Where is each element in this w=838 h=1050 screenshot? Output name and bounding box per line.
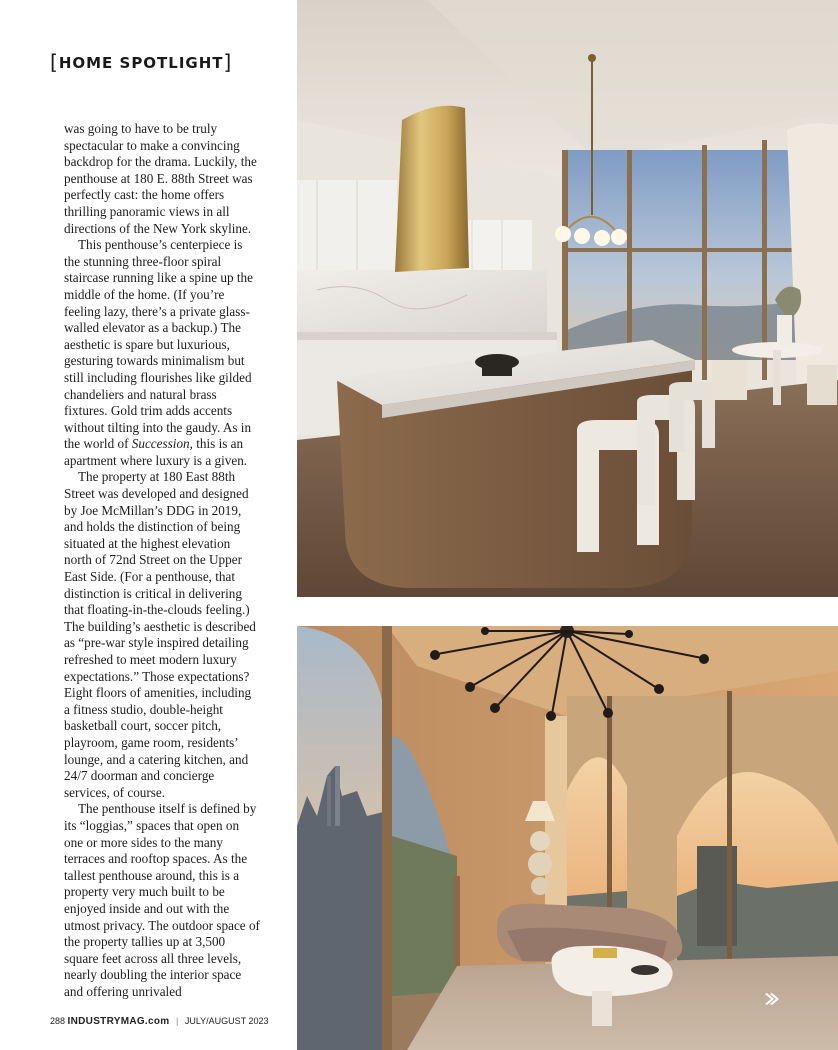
section-title: HOME SPOTLIGHT: [58, 54, 224, 72]
paragraph-2-text-a: This penthouse’s centerpiece is the stunning three-floor spiral staircase running like a spine up the middle of the home. (If you’re feeling lazy, there’s a private glass-walled elevator as a backup.) The aesthetic is spare but luxurious, gesturing towards minimalism but still including flourishes like gilded chandeliers and natural brass fixtures. Gold trim adds accents without tilting into the gaudy. As in the world of: [64, 237, 253, 452]
living-room-photo: [297, 626, 838, 1050]
kitchen-photo: [297, 0, 838, 597]
issue-date: JULY/AUGUST 2023: [184, 1016, 269, 1026]
article-paragraph-3: The property at 180 East 88th Street was developed and designed by Joe McMillan’s DDG in 2019, and holds the distinction of being situated at the highest elevation north of 72nd Street on the Upper East Side. (For a penthouse, that distinction is critical in delivering that floating-in-the-clouds feeling.) The building’s aesthetic is described as “pre-war style inspired detailing refreshed to meet modern luxury expectations.” Those expectations? Eight floors of amenities, including a fitness studio, double-height basketball court, soccer pitch, playroom, game room, residents’ lounge, and a catering kitchen, and 24/7 doorman and concierge services, of course.: [64, 469, 256, 800]
page-number: 288: [50, 1016, 66, 1026]
show-title: Succession: [131, 436, 190, 452]
bracket-close: ]: [223, 50, 233, 74]
article-paragraph-1: was going to have to be truly spectacular to make a convincing backdrop for the drama. Luckily, the penthouse at 180 E. 88th Street was perfectly cast: the home offers thrilling panoramic views in all directions of the New York skyline.: [64, 121, 257, 236]
bracket-open: [: [50, 50, 59, 74]
section-label: [50, 49, 232, 73]
page-footer: [50, 1016, 269, 1027]
article-paragraph-4: The penthouse itself is defined by its “loggias,” spaces that open on one or more sides to the many terraces and rooftop spaces. As the tallest penthouse around, this is a property very much built to be enjoyed inside and out with the utmost privacy. The outdoor space of the property tallies up at 3,500 square feet across all three levels, nearly doubling the interior space and offering unrivaled: [64, 801, 260, 999]
footer-separator: |: [175, 1016, 179, 1026]
magazine-site: INDUSTRYMAG.com: [67, 1016, 170, 1027]
chevron-right-icon: [762, 990, 780, 1008]
article-body: [64, 121, 260, 1000]
article-paragraph-2: [64, 237, 260, 469]
paragraph-2-text-b: , this is an apartment where luxury is a given.: [64, 436, 248, 468]
